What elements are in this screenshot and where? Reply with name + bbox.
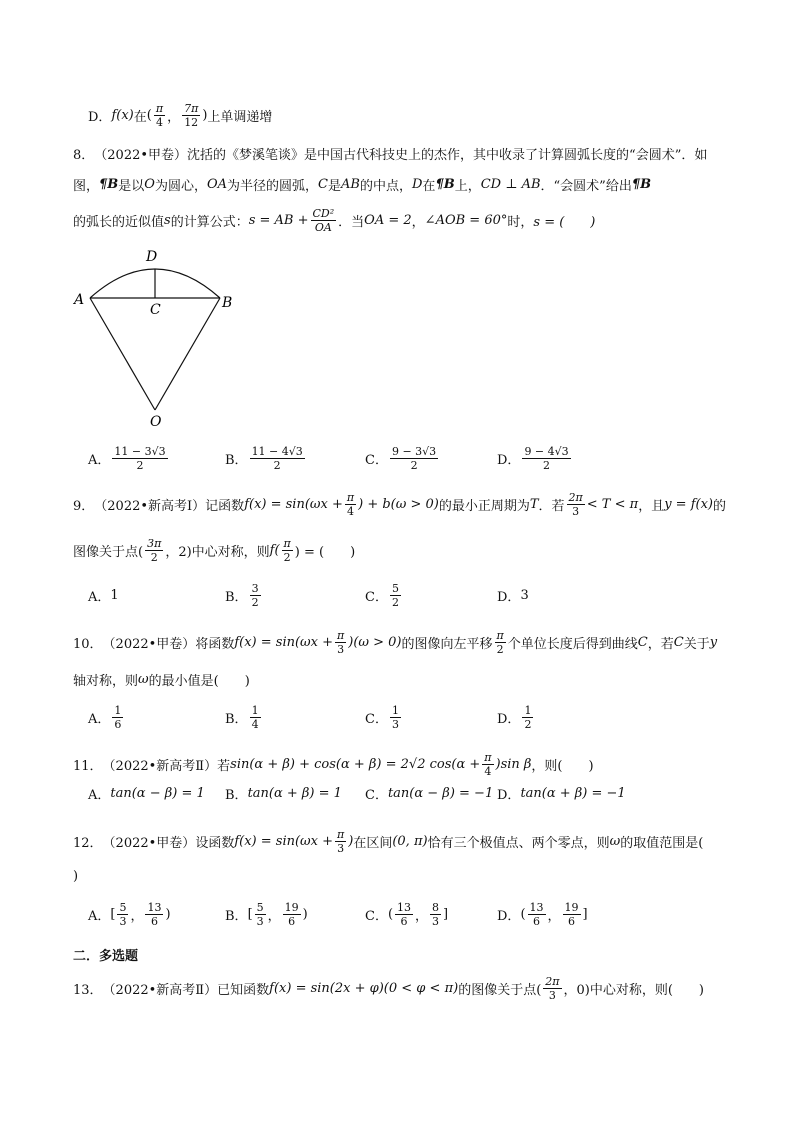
math: )	[348, 833, 354, 849]
option-a[interactable]: A． $\frac{11 - 3√3}{2}$	[88, 444, 166, 472]
option-c[interactable]: C． $\frac{5}{2}$	[365, 581, 399, 609]
text: 是	[328, 178, 342, 194]
section-heading: 二．多选题	[73, 948, 139, 964]
option-a[interactable]: A． [ $\frac{5}{3}$ ， $\frac{13}{6}$ )	[88, 900, 171, 928]
option-b[interactable]: B． $\frac{1}{4}$	[225, 703, 259, 731]
math: sin(α + β) + cos(α + β) = 2√2 cos(α +	[230, 756, 481, 772]
question-source: （2022•甲卷）	[94, 147, 188, 163]
text: 图像关于点(	[73, 544, 144, 560]
text: ．“会圆术”给出	[540, 178, 632, 194]
math: y = f(x)	[664, 496, 713, 512]
option-c[interactable]: C． $\frac{9 - 3√3}{2}$	[365, 444, 437, 472]
option-d[interactable]: D． 3	[497, 587, 529, 605]
text: 的图像关于点(	[458, 982, 542, 998]
question-source: （2022•新高考Ⅱ）	[102, 758, 218, 774]
fraction: $\frac{\pi}{4}$	[155, 101, 164, 129]
text: 在	[133, 109, 147, 125]
math: D	[411, 176, 423, 192]
text: ，则( )	[531, 758, 594, 774]
fraction: $\frac{\pi}{2}$	[496, 628, 504, 656]
math: O	[144, 176, 155, 192]
fraction: $\frac{\pi}{4}$	[484, 750, 492, 778]
option-b[interactable]: B． tan(α + β) = 1	[225, 785, 342, 803]
math: s = ( )	[533, 214, 596, 230]
text: ．若	[538, 498, 565, 514]
q8-line-1	[73, 143, 707, 163]
option-b[interactable]: B． $\frac{11 - 4√3}{2}$	[225, 444, 303, 472]
fraction: $\frac{2\pi}{3}$	[545, 974, 560, 1002]
text: 恰有三个极值点、两个零点，则	[427, 835, 610, 851]
q9-options	[88, 575, 728, 615]
q13-line-1	[73, 968, 704, 1008]
math: CD ⊥ AB	[480, 176, 541, 192]
math: ∠AOB = 60°	[424, 212, 508, 228]
q8-line-3	[73, 200, 595, 240]
math: T	[529, 496, 539, 512]
segment-ob	[155, 298, 220, 410]
question-number: 13．	[73, 982, 103, 998]
text: 关于	[683, 636, 710, 652]
option-c[interactable]: C． ( $\frac{13}{6}$ ， $\frac{8}{3}$ ]	[365, 900, 449, 928]
text: 若	[217, 758, 231, 774]
text: 的弧长的近似值	[73, 214, 165, 230]
math: f(x) = sin(ωx +	[234, 634, 334, 650]
math: s = AB +	[248, 212, 309, 228]
arc-symbol: ¶B	[631, 176, 652, 192]
option-d[interactable]: D． $\frac{9 - 4√3}{2}$	[497, 444, 569, 472]
question-number: 12．	[73, 835, 103, 851]
text: 已知函数	[217, 982, 270, 998]
text: ，若	[647, 636, 674, 652]
math: y	[709, 634, 718, 650]
math: f(x) = sin(2x + φ)(0 < φ < π)	[269, 980, 459, 996]
label-b: B	[222, 295, 233, 311]
q8-figure	[70, 245, 240, 430]
text: 为圆心，	[154, 178, 207, 194]
text: ，且	[638, 498, 665, 514]
arc-symbol: ¶B	[99, 176, 119, 192]
q8-line-2	[73, 173, 651, 195]
math: )(ω > 0)	[348, 634, 402, 650]
option-d[interactable]: D． tan(α + β) = −1	[497, 785, 626, 803]
text: 记函数	[205, 498, 245, 514]
math: C	[637, 634, 648, 650]
question-text: 沈括的《梦溪笔谈》是中国古代科技史上的杰作，其中收录了计算圆弧长度的“会圆术”．如	[187, 147, 708, 163]
text: 的最小正周期为	[438, 498, 530, 514]
math: OA	[206, 176, 228, 192]
text: ) = ( )	[294, 544, 356, 560]
text: 上，	[454, 178, 481, 194]
text: 的中点，	[359, 178, 412, 194]
text: 的最小值是( )	[148, 673, 250, 689]
math: < T < π	[586, 496, 639, 512]
math: ) + b(ω > 0)	[358, 496, 439, 512]
fraction: $\frac{2\pi}{3}$	[568, 490, 583, 518]
option-b[interactable]: B． [ $\frac{5}{3}$ ， $\frac{19}{6}$ )	[225, 900, 308, 928]
text: 在区间	[353, 835, 393, 851]
question-number: 11．	[73, 758, 103, 774]
math: f(x) = sin(ωx +	[244, 496, 343, 512]
math: f(	[269, 542, 280, 558]
q12-line-1	[73, 821, 703, 861]
math: s	[164, 212, 171, 228]
question-number: 10．	[73, 636, 103, 652]
math: ω	[138, 671, 149, 687]
label-c: C	[150, 302, 161, 318]
fraction: $\frac{3\pi}{2}$	[147, 536, 162, 564]
math: )sin β	[495, 756, 532, 772]
q10-line-1	[73, 622, 717, 662]
label-d: D	[146, 249, 158, 265]
label-o: O	[150, 414, 162, 430]
fraction: $\frac{\pi}{3}$	[337, 827, 345, 855]
text: 上单调递增	[207, 109, 273, 125]
function-name: f(x)	[111, 107, 134, 123]
math: AB	[341, 176, 360, 192]
text: 的取值范围是(	[620, 835, 704, 851]
text: ，	[411, 214, 425, 230]
option-a[interactable]: A． 1	[88, 587, 119, 605]
q12-options	[88, 894, 728, 934]
q11-line-1	[73, 744, 594, 784]
label-a: A	[74, 292, 85, 308]
text: ，0)中心对称，则( )	[563, 982, 704, 998]
fraction: $\frac{\pi}{4}$	[346, 490, 355, 518]
text: 在	[422, 178, 436, 194]
math: f(x) = sin(ωx +	[234, 833, 334, 849]
fraction: $\frac{\pi}{3}$	[337, 628, 345, 656]
text: 时，	[507, 214, 534, 230]
q9-line-1	[73, 484, 726, 524]
option-c[interactable]: C． $\frac{1}{3}$	[365, 703, 399, 731]
text: 为半径的圆弧，	[227, 178, 319, 194]
question-source: （2022•甲卷）	[102, 636, 196, 652]
text: ，2)中心对称，则	[165, 544, 270, 560]
text: 的图像向左平移	[401, 636, 493, 652]
math: OA = 2	[364, 212, 412, 228]
option-d[interactable]: D． $\frac{1}{2}$	[497, 703, 532, 731]
text: 轴对称，则	[73, 673, 139, 689]
question-number: 9．	[73, 498, 95, 514]
math: (0, π)	[392, 833, 428, 849]
segment-oa	[90, 298, 155, 410]
text: ．当	[338, 214, 365, 230]
text: )	[73, 868, 79, 884]
arc-symbol: ¶B	[435, 176, 455, 192]
option-a[interactable]: A． tan(α − β) = 1	[88, 785, 205, 803]
text: 将函数	[195, 636, 235, 652]
question-number: 8．	[73, 147, 95, 163]
text: 的	[713, 498, 727, 514]
option-d[interactable]: D． ( $\frac{13}{6}$ ， $\frac{19}{6}$ ]	[497, 900, 588, 928]
option-c[interactable]: C． tan(α − β) = −1	[365, 785, 494, 803]
question-source: （2022•新高考Ⅱ）	[102, 982, 218, 998]
option-b[interactable]: B． $\frac{3}{2}$	[225, 581, 259, 609]
question-source: （2022•甲卷）	[102, 835, 196, 851]
option-a[interactable]: A． $\frac{1}{6}$	[88, 703, 122, 731]
fraction: $\frac{\text{CD²}}{OA}$	[312, 206, 335, 234]
math: ω	[609, 833, 621, 849]
text: 个单位长度后得到曲线	[507, 636, 638, 652]
fraction: $\frac{7\pi}{12}$	[184, 101, 199, 129]
text: 是以	[118, 178, 145, 194]
q8-options	[88, 438, 728, 478]
q11-options	[88, 782, 728, 804]
question-source: （2022•新高考Ⅰ）	[94, 498, 206, 514]
fraction: $\frac{\pi}{2}$	[283, 536, 291, 564]
math: C	[673, 634, 684, 650]
option-label: D．	[88, 109, 112, 125]
q12-line-2	[73, 866, 78, 886]
text: 图，	[73, 178, 100, 194]
math: C	[318, 176, 328, 192]
q9-line-2	[73, 530, 355, 570]
q10-options	[88, 697, 728, 737]
text: 的计算公式：	[170, 214, 249, 230]
q7-option-d: D． f(x) 在 ( $\frac{\pi}{4}$ ， $\frac{7\pi}{12}$ ) 上单调递增	[88, 101, 273, 129]
q10-line-2	[73, 669, 250, 689]
text: 设函数	[195, 835, 235, 851]
